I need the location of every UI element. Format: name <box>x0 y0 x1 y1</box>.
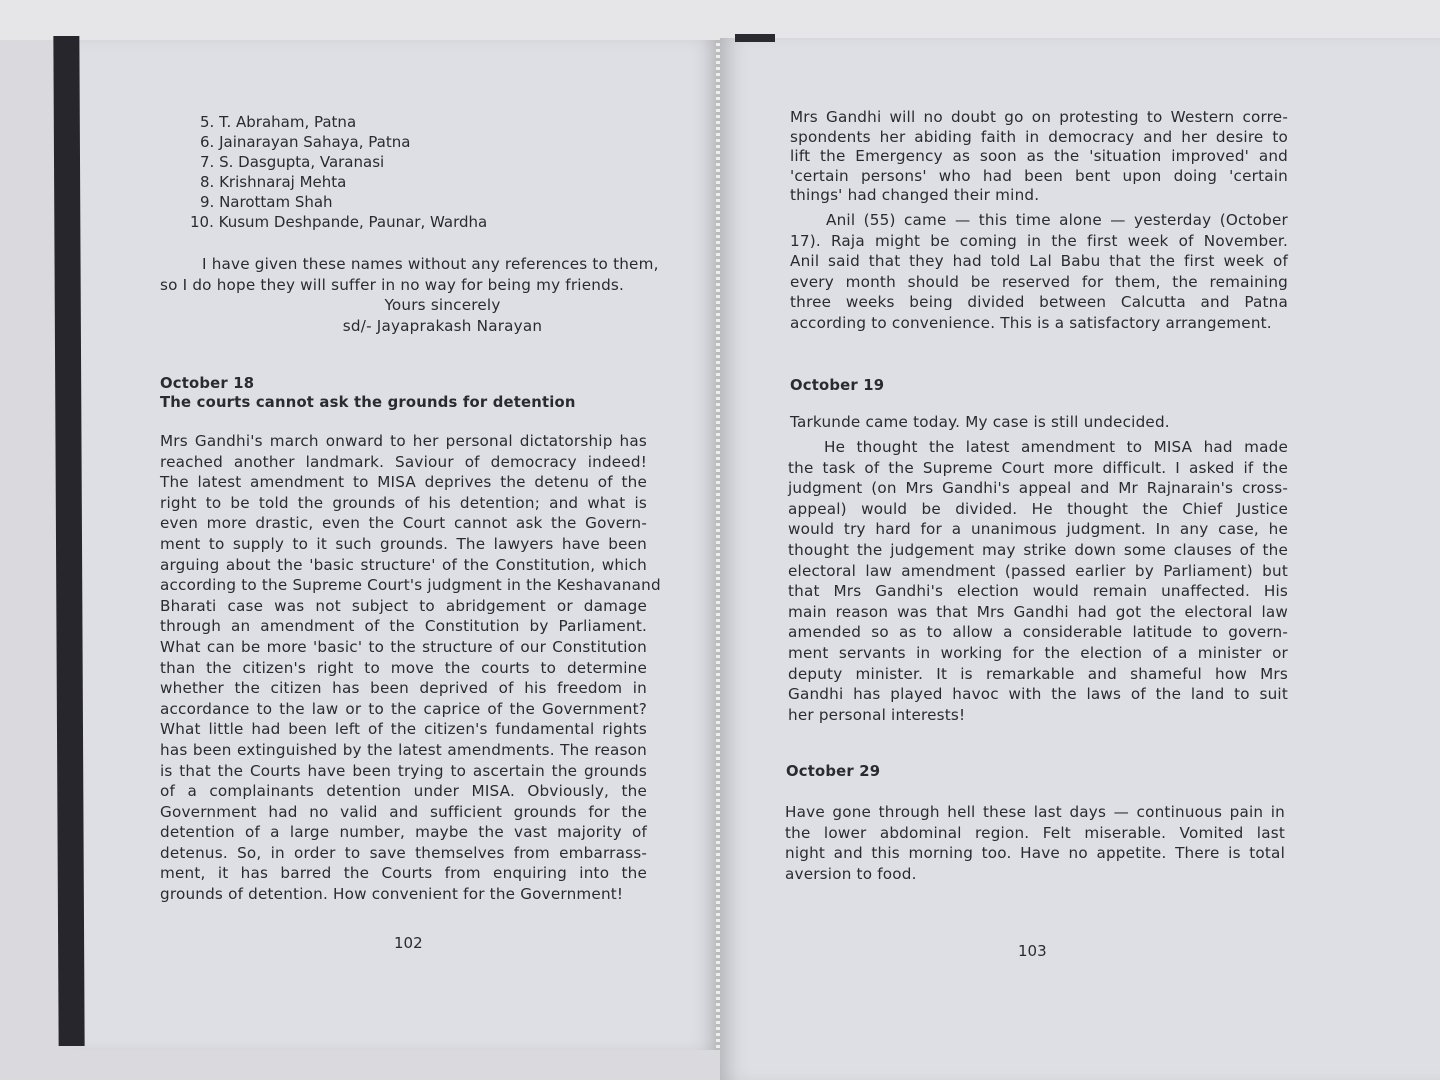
list-item: 10. Kusum Deshpande, Paunar, Wardha <box>190 213 488 231</box>
text-line: Mrs Gandhi's march onward to her personal dictatorship has <box>160 432 647 450</box>
signature: sd/- Jayaprakash Narayan <box>342 316 543 335</box>
text-line: thought the judgement may strike down some clauses of the <box>788 540 1288 559</box>
text-line: aversion to food. <box>785 864 917 883</box>
closing-paragraph <box>160 254 659 336</box>
text-line: Gandhi has played havoc with the laws of the land to suit <box>788 685 1288 704</box>
text-line: deputy minister. It is remarkable and shameful how Mrs <box>788 664 1288 683</box>
list-item: 6. Jainarayan Sahaya, Patna <box>200 133 411 151</box>
text-line: has been extinguished by the latest amendments. The reason <box>160 740 647 759</box>
text-line: grounds of detention. How convenient for the Government! <box>160 885 624 904</box>
text-line: electoral law amendment (passed earlier by Parliament) but <box>788 561 1288 580</box>
text-line: ment, it has barred the Courts from enquiring into the <box>160 864 647 883</box>
text-line: reached another landmark. Saviour of democracy indeed! <box>160 452 647 471</box>
text-line: detenus. So, in order to save themselves from embarrass- <box>160 843 647 862</box>
text-line: every month should be reserved for them, the remaining <box>790 272 1288 291</box>
text-line: so I do hope they will suffer in no way for being my friends. <box>160 275 625 294</box>
text-line: according to the Supreme Court's judgment in the Keshavanand <box>160 576 661 595</box>
text-line: through an amendment of the Constitution by Parliament. <box>160 617 647 636</box>
text-line: judgment (on Mrs Gandhi's appeal and Mr Rajnarain's cross- <box>788 479 1288 498</box>
text-line: the lower abdominal region. Felt miserable. Vomited last <box>785 823 1285 842</box>
top-paragraph <box>790 108 1288 206</box>
text-line: The latest amendment to MISA deprives the detenu of the <box>160 473 647 492</box>
text-line: Tarkunde came today. My case is still undecided. <box>790 413 1170 431</box>
book-gutter <box>716 40 720 1050</box>
text-line: that Mrs Gandhi's election would remain unaffected. His <box>788 582 1288 601</box>
text-line: arguing about the 'basic structure' of the Constitution, which <box>160 555 647 574</box>
text-line: I have given these names without any references to them, <box>202 255 659 273</box>
text-line: whether the citizen has been deprived of his freedom in <box>160 679 647 698</box>
text-line: appeal) would be divided. He thought the Chief Justice <box>788 499 1288 518</box>
text-line: Have gone through hell these last days — continuous pain in <box>785 803 1285 821</box>
text-line: even more drastic, even the Court cannot ask the Govern- <box>160 514 647 533</box>
names-list <box>190 112 487 232</box>
text-line: night and this morning too. Have no appetite. There is total <box>785 844 1285 863</box>
text-line: What can be more 'basic' to the structure of our Constitution <box>160 637 647 656</box>
list-item: 8. Krishnaraj Mehta <box>200 173 347 191</box>
text-line: amended so as to allow a considerable latitude to govern- <box>788 623 1288 642</box>
text-line: accordance to the law or to the caprice of the Government? <box>160 699 647 718</box>
text-line: spondents her abiding faith in democracy and her desire to <box>790 127 1288 146</box>
text-line: things' had changed their mind. <box>790 186 1040 205</box>
text-line: Anil (55) came — this time alone — yesterday (October <box>826 211 1288 229</box>
text-line: What little had been left of the citizen's fundamental rights <box>160 720 647 739</box>
text-line: Anil said that they had told Lal Babu that the first week of <box>790 252 1288 271</box>
background-wall <box>0 0 1440 40</box>
text-line: the task of the Supreme Court more difficult. I asked if the <box>788 458 1288 477</box>
text-line: 'certain persons' who had been bent upon doing 'certain <box>790 166 1288 185</box>
book-cover-edge-right <box>735 34 775 42</box>
signoff: Yours sincerely <box>384 296 501 315</box>
page-number: 102 <box>394 934 423 952</box>
text-line: of a complainants detention under MISA. Obviously, the <box>160 782 647 801</box>
text-line: three weeks being divided between Calcutta and Patna <box>790 293 1288 312</box>
list-item: 7. S. Dasgupta, Varanasi <box>200 153 385 171</box>
anil-paragraph <box>790 210 1288 334</box>
text-line: ment servants in working for the election of a minister or <box>788 643 1288 662</box>
text-line: ment to supply to it such grounds. The lawyers have been <box>160 534 647 553</box>
text-line: her personal interests! <box>788 705 966 724</box>
list-item: 5. T. Abraham, Patna <box>200 113 357 131</box>
text-line: Bharati case was not subject to abridgement or damage <box>160 596 647 615</box>
page-number: 103 <box>1018 942 1047 960</box>
text-line: than the citizen's right to move the courts to determine <box>160 658 647 677</box>
entry-date: October 18 <box>160 375 255 392</box>
entry-date: October 19 <box>790 377 885 394</box>
text-line: would try hard for a unanimous judgment. In any case, he <box>788 520 1288 539</box>
book-cover-edge <box>53 36 84 1046</box>
text-line: main reason was that Mrs Gandhi had got the electoral law <box>788 602 1288 621</box>
text-line: 17). Raja might be coming in the first week of November. <box>790 231 1288 250</box>
text-line: according to convenience. This is a satisfactory arrangement. <box>790 313 1272 332</box>
entry-date: October 29 <box>786 763 881 780</box>
text-line: Mrs Gandhi will no doubt go on protesting to Western corre- <box>790 108 1288 126</box>
entry-body <box>160 431 661 905</box>
text-line: is that the Courts have been trying to ascertain the grounds <box>160 761 647 780</box>
text-line: detention of a large number, maybe the vast majority of <box>160 823 647 842</box>
entry-body <box>785 802 1285 884</box>
text-line: right to be told the grounds of his detention; and what is <box>160 493 647 512</box>
entry-heading <box>160 374 576 412</box>
entry-body <box>788 437 1288 725</box>
text-line: lift the Emergency as soon as the 'situation improved' and <box>790 147 1288 166</box>
text-line: Government had no valid and sufficient grounds for the <box>160 802 647 821</box>
entry-title: The courts cannot ask the grounds for detention <box>160 394 576 411</box>
list-item: 9. Narottam Shah <box>200 193 333 211</box>
text-line: He thought the latest amendment to MISA had made <box>824 438 1288 456</box>
entry-lead <box>790 412 1288 433</box>
